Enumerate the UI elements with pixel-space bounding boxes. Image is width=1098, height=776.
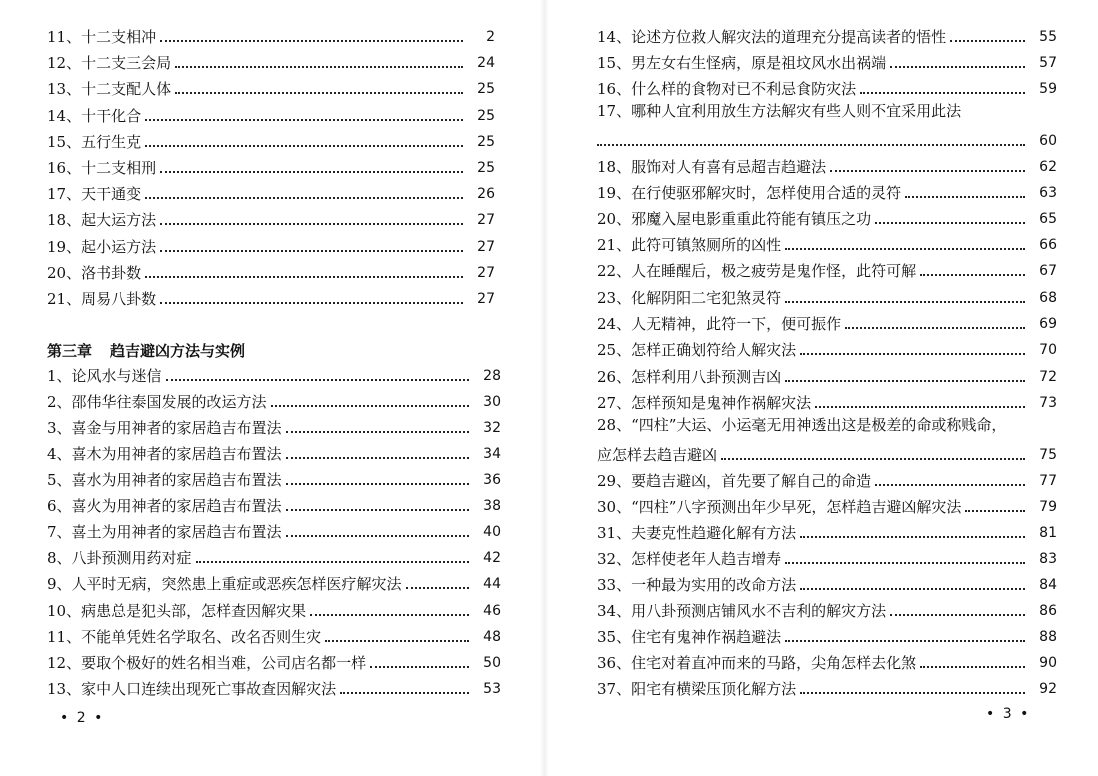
entry-page: 72 bbox=[1039, 369, 1057, 385]
toc-entry bbox=[597, 545, 1057, 569]
book-gutter bbox=[540, 0, 549, 776]
entry-page: 26 bbox=[477, 186, 495, 202]
entry-title: 29、要趋吉避凶，首先要了解自己的命造 bbox=[597, 472, 872, 490]
entry-title: 37、阳宅有横梁压顶化解方法 bbox=[597, 680, 797, 698]
page-number: • 3 • bbox=[986, 706, 1031, 722]
entry-page: 25 bbox=[477, 108, 495, 124]
entry-page: 79 bbox=[1039, 499, 1057, 515]
entry-page: 2 bbox=[486, 29, 495, 45]
entry-title: 17、哪种人宜利用放生方法解灾有些人则不宜采用此法 bbox=[597, 102, 962, 120]
toc-entry bbox=[597, 675, 1057, 699]
entry-title: 5、喜水为用神者的家居趋吉布置法 bbox=[47, 471, 282, 489]
dot-leader bbox=[890, 614, 1025, 616]
dot-leader bbox=[875, 484, 1025, 486]
entry-page: 69 bbox=[1039, 316, 1057, 332]
toc-entry bbox=[597, 75, 1057, 99]
page-number: • 2 • bbox=[60, 710, 105, 726]
toc-entry bbox=[597, 231, 1057, 255]
entry-page: 63 bbox=[1039, 185, 1057, 201]
dot-leader bbox=[145, 276, 463, 278]
entry-page: 88 bbox=[1039, 629, 1057, 645]
entry-page: 50 bbox=[483, 655, 501, 671]
toc-entry bbox=[597, 649, 1057, 673]
entry-title: 18、起大运方法 bbox=[47, 211, 157, 229]
toc-entry bbox=[597, 519, 1057, 543]
toc-entry bbox=[47, 206, 495, 230]
entry-page: 46 bbox=[483, 603, 501, 619]
dot-leader bbox=[406, 587, 469, 589]
entry-page: 92 bbox=[1039, 681, 1057, 697]
entry-title: 17、天干通变 bbox=[47, 185, 142, 203]
dot-leader bbox=[160, 40, 463, 42]
toc-entry bbox=[47, 492, 501, 516]
dot-leader bbox=[800, 692, 1025, 694]
entry-page: 40 bbox=[483, 524, 501, 540]
toc-entry bbox=[47, 154, 495, 178]
entry-title: 18、服饰对人有喜有忌超吉趋避法 bbox=[597, 158, 827, 176]
toc-entry bbox=[597, 363, 1057, 387]
entry-page: 27 bbox=[477, 239, 495, 255]
toc-entry bbox=[597, 493, 1057, 517]
dot-leader bbox=[310, 614, 469, 616]
entry-title: 36、住宅对着直冲而来的马路，尖角怎样去化煞 bbox=[597, 654, 917, 672]
entry-title: 20、洛书卦数 bbox=[47, 264, 142, 282]
toc-entry bbox=[47, 259, 495, 283]
entry-title: 19、在行使驱邪解灾时，怎样使用合适的灵符 bbox=[597, 184, 902, 202]
entry-page: 25 bbox=[477, 160, 495, 176]
entry-page: 84 bbox=[1039, 577, 1057, 593]
dot-leader bbox=[160, 250, 463, 252]
toc-entry bbox=[597, 284, 1057, 308]
toc-entry bbox=[47, 440, 501, 464]
toc-entry bbox=[597, 389, 1057, 413]
entry-page: 28 bbox=[483, 368, 501, 384]
dot-leader bbox=[950, 40, 1025, 42]
entry-title: 8、八卦预测用药对症 bbox=[47, 549, 192, 567]
entry-page: 75 bbox=[1039, 447, 1057, 463]
entry-title: 28、“四柱”大运、小运毫无用神透出这是极差的命或称贱命， bbox=[597, 416, 1007, 434]
toc-entry bbox=[597, 23, 1057, 47]
entry-title: 23、化解阴阳二宅犯煞灵符 bbox=[597, 289, 782, 307]
entry-title: 14、论述方位救人解灾法的道理充分提高读者的悟性 bbox=[597, 28, 947, 46]
entry-title: 24、人无精神，此符一下，便可振作 bbox=[597, 315, 842, 333]
entry-title: 34、用八卦预测店铺风水不吉利的解灾方法 bbox=[597, 602, 887, 620]
toc-entry bbox=[597, 467, 1057, 491]
entry-title: 6、喜火为用神者的家居趋吉布置法 bbox=[47, 497, 282, 515]
entry-page: 67 bbox=[1039, 263, 1057, 279]
dot-leader bbox=[890, 66, 1025, 68]
entry-page: 73 bbox=[1039, 395, 1057, 411]
entry-title: 12、十二支三会局 bbox=[47, 54, 172, 72]
dot-leader bbox=[160, 302, 463, 304]
entry-title: 15、五行生克 bbox=[47, 133, 142, 151]
entry-page: 25 bbox=[477, 81, 495, 97]
dot-leader bbox=[860, 92, 1025, 94]
entry-page: 77 bbox=[1039, 473, 1057, 489]
chapter-title: 趋吉避凶方法与实例 bbox=[110, 342, 246, 360]
entry-page: 27 bbox=[477, 265, 495, 281]
entry-title: 13、家中人口连续出现死亡事故查因解灾法 bbox=[47, 680, 337, 698]
entry-title: 12、要取个极好的姓名相当难，公司店名都一样 bbox=[47, 654, 367, 672]
dot-leader bbox=[175, 92, 463, 94]
dot-leader bbox=[325, 640, 469, 642]
toc-entry bbox=[47, 49, 495, 73]
entry-title: 27、怎样预知是鬼神作祸解灾法 bbox=[597, 394, 812, 412]
entry-title: 13、十二支配人体 bbox=[47, 80, 172, 98]
toc-entry bbox=[47, 180, 495, 204]
toc-entry bbox=[47, 102, 495, 126]
entry-page: 42 bbox=[483, 550, 501, 566]
toc-entry-first-line bbox=[597, 415, 1006, 439]
entry-title: 15、男左女右生怪病，原是祖坟风水出祸端 bbox=[597, 54, 887, 72]
entry-page: 55 bbox=[1039, 29, 1057, 45]
entry-title: 14、十干化合 bbox=[47, 107, 142, 125]
toc-entry bbox=[597, 257, 1057, 281]
dot-leader bbox=[286, 483, 469, 485]
left-page bbox=[0, 0, 540, 776]
toc-entry bbox=[47, 388, 501, 412]
right-page bbox=[549, 0, 1098, 776]
entry-page: 32 bbox=[483, 420, 501, 436]
dot-leader bbox=[905, 196, 1025, 198]
dot-leader bbox=[286, 509, 469, 511]
dot-leader bbox=[875, 222, 1025, 224]
toc-entry bbox=[47, 128, 495, 152]
dot-leader bbox=[160, 171, 463, 173]
toc-entry bbox=[47, 23, 495, 47]
entry-title: 25、怎样正确划符给人解灾法 bbox=[597, 341, 797, 359]
entry-page: 24 bbox=[477, 55, 495, 71]
chapter-number: 第三章 bbox=[47, 342, 93, 360]
entry-page: 34 bbox=[483, 446, 501, 462]
dot-leader bbox=[800, 588, 1025, 590]
toc-entry bbox=[597, 597, 1057, 621]
entry-title: 4、喜木为用神者的家居趋吉布置法 bbox=[47, 445, 282, 463]
entry-title: 2、邵伟华往泰国发展的改运方法 bbox=[47, 393, 267, 411]
toc-entry bbox=[47, 649, 501, 673]
entry-title: 35、住宅有鬼神作祸趋避法 bbox=[597, 628, 782, 646]
dot-leader bbox=[785, 301, 1025, 303]
entry-page: 70 bbox=[1039, 342, 1057, 358]
toc-entry bbox=[47, 233, 495, 257]
toc-entry bbox=[597, 179, 1057, 203]
entry-page: 66 bbox=[1039, 237, 1057, 253]
entry-page: 25 bbox=[477, 134, 495, 150]
entry-page: 48 bbox=[483, 629, 501, 645]
toc-entry bbox=[47, 518, 501, 542]
dot-leader bbox=[800, 536, 1025, 538]
entry-title: 9、人平时无病，突然患上重症或恶疾怎样医疗解灾法 bbox=[47, 575, 402, 593]
toc-entry bbox=[597, 310, 1057, 334]
dot-leader bbox=[920, 274, 1025, 276]
toc-entry bbox=[47, 623, 501, 647]
toc-entry bbox=[47, 75, 495, 99]
dot-leader bbox=[800, 353, 1025, 355]
entry-title: 26、怎样利用八卦预测吉凶 bbox=[597, 368, 782, 386]
dot-leader bbox=[785, 248, 1025, 250]
dot-leader bbox=[145, 119, 463, 121]
entry-page: 83 bbox=[1039, 551, 1057, 567]
entry-page: 53 bbox=[483, 681, 501, 697]
chapter-heading bbox=[47, 340, 245, 361]
dot-leader bbox=[271, 405, 469, 407]
dot-leader bbox=[830, 170, 1025, 172]
dot-leader bbox=[160, 223, 463, 225]
entry-page: 65 bbox=[1039, 211, 1057, 227]
entry-title: 22、人在睡醒后，极之疲劳是鬼作怪，此符可解 bbox=[597, 262, 917, 280]
toc-entry bbox=[47, 544, 501, 568]
entry-page: 57 bbox=[1039, 55, 1057, 71]
dot-leader bbox=[597, 144, 1025, 146]
entry-page: 86 bbox=[1039, 603, 1057, 619]
toc-entry bbox=[47, 414, 501, 438]
dot-leader bbox=[286, 431, 469, 433]
entry-title: 30、“四柱”八字预测出年少早死，怎样趋吉避凶解灾法 bbox=[597, 498, 962, 516]
dot-leader bbox=[196, 561, 469, 563]
entry-title: 16、什么样的食物对已不利忌食防灾法 bbox=[597, 80, 857, 98]
entry-page: 44 bbox=[483, 576, 501, 592]
toc-entry bbox=[47, 362, 501, 386]
toc-entry-continuation bbox=[597, 441, 1057, 465]
entry-page: 59 bbox=[1039, 81, 1057, 97]
entry-page: 27 bbox=[477, 291, 495, 307]
toc-entry-continuation bbox=[597, 127, 1057, 151]
entry-page: 81 bbox=[1039, 525, 1057, 541]
dot-leader bbox=[785, 562, 1025, 564]
toc-entry bbox=[597, 153, 1057, 177]
entry-page: 27 bbox=[477, 212, 495, 228]
toc-entry bbox=[47, 285, 495, 309]
entry-title: 应怎样去趋吉避凶 bbox=[597, 446, 718, 464]
entry-title: 32、怎样使老年人趋吉增寿 bbox=[597, 550, 782, 568]
entry-page: 68 bbox=[1039, 290, 1057, 306]
entry-page: 38 bbox=[483, 498, 501, 514]
toc-entry bbox=[597, 205, 1057, 229]
entry-page: 30 bbox=[483, 394, 501, 410]
entry-page: 36 bbox=[483, 472, 501, 488]
entry-title: 33、一种最为实用的改命方法 bbox=[597, 576, 797, 594]
dot-leader bbox=[175, 66, 463, 68]
entry-title: 19、起小运方法 bbox=[47, 238, 157, 256]
toc-entry bbox=[597, 571, 1057, 595]
dot-leader bbox=[845, 327, 1025, 329]
toc-entry bbox=[47, 675, 501, 699]
entry-page: 90 bbox=[1039, 655, 1057, 671]
entry-title: 1、论风水与迷信 bbox=[47, 367, 162, 385]
toc-entry bbox=[597, 623, 1057, 647]
toc-entry bbox=[47, 570, 501, 594]
entry-title: 10、病患总是犯头部，怎样查因解灾果 bbox=[47, 602, 307, 620]
entry-title: 7、喜土为用神者的家居趋吉布置法 bbox=[47, 523, 282, 541]
toc-entry bbox=[47, 466, 501, 490]
entry-title: 31、夫妻克性趋避化解有方法 bbox=[597, 524, 797, 542]
dot-leader bbox=[340, 692, 469, 694]
entry-page: 62 bbox=[1039, 159, 1057, 175]
dot-leader bbox=[166, 379, 469, 381]
entry-page: 60 bbox=[1039, 133, 1057, 149]
dot-leader bbox=[785, 380, 1025, 382]
dot-leader bbox=[286, 535, 469, 537]
dot-leader bbox=[721, 458, 1025, 460]
dot-leader bbox=[145, 197, 463, 199]
toc-entry bbox=[597, 336, 1057, 360]
dot-leader bbox=[815, 406, 1025, 408]
entry-title: 11、不能单凭姓名学取名、改名否则生灾 bbox=[47, 628, 322, 646]
entry-title: 21、周易八卦数 bbox=[47, 290, 157, 308]
dot-leader bbox=[286, 457, 469, 459]
dot-leader bbox=[785, 640, 1025, 642]
toc-entry-first-line bbox=[597, 101, 961, 125]
toc-entry bbox=[47, 597, 501, 621]
dot-leader bbox=[965, 510, 1025, 512]
entry-title: 20、邪魔入屋电影重重此符能有镇压之功 bbox=[597, 210, 872, 228]
entry-title: 3、喜金与用神者的家居趋吉布置法 bbox=[47, 419, 282, 437]
dot-leader bbox=[145, 145, 463, 147]
dot-leader bbox=[370, 666, 469, 668]
entry-title: 11、十二支相冲 bbox=[47, 28, 157, 46]
entry-title: 16、十二支相刑 bbox=[47, 159, 157, 177]
toc-entry bbox=[597, 49, 1057, 73]
dot-leader bbox=[920, 666, 1025, 668]
entry-title: 21、此符可镇煞厕所的凶性 bbox=[597, 236, 782, 254]
